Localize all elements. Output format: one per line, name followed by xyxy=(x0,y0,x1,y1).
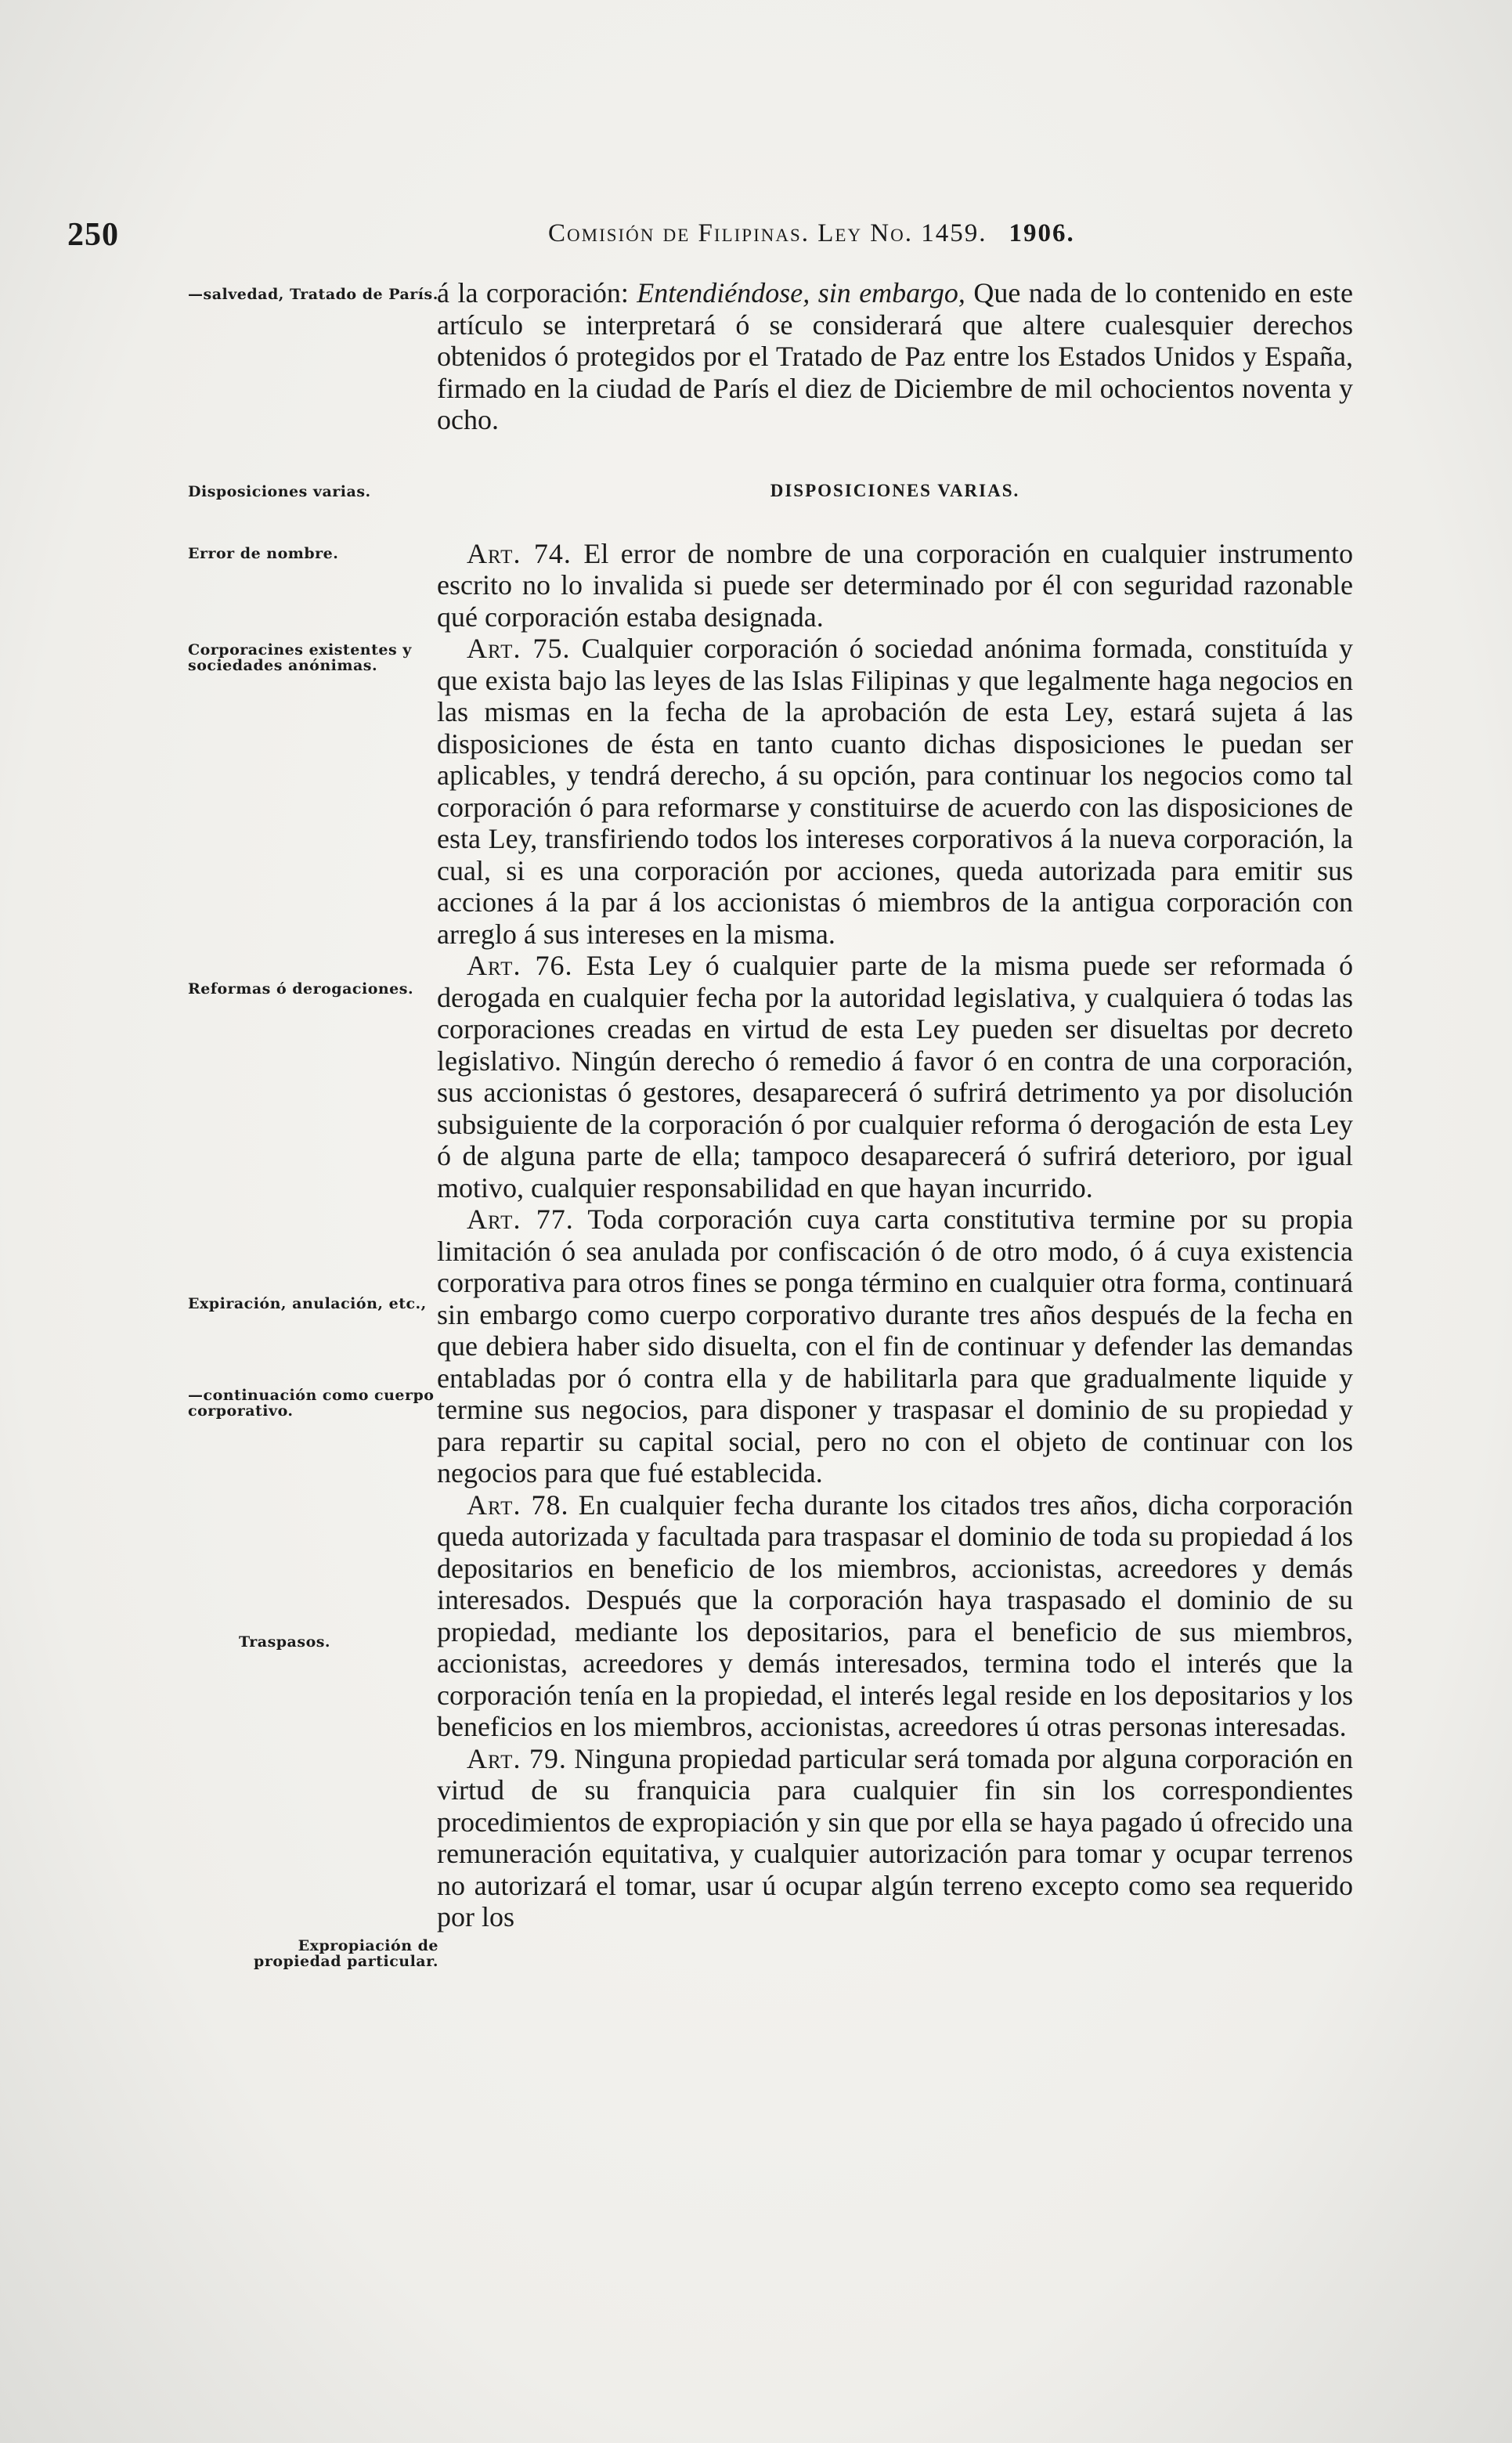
section-heading: DISPOSICIONES VARIAS. xyxy=(770,480,1020,500)
article-76-text: Esta Ley ó cualquier parte de la misma puede ser reformada ó derogada en cualquier fecha por la autoridad legislativa, y cualquiera ó todas las corporaciones creadas en virtud de esta Ley pueden ser disueltas por decreto legislativo. Ningún derecho ó remedio á favor ó en contra de una corporación, sus accionistas ó gestores, desaparecerá ó sufrirá detrimento ya por disolución subsiguiente de la corporación ó por cualquier reforma ó derogación de esta Ley ó de alguna parte de ella; tampoco desaparecerá ó sufrirá deterioro, por igual motivo, cualquier responsabilidad en que hayan incurrido. xyxy=(437,950,1353,1203)
article-75-label: Art. 75. xyxy=(467,633,571,664)
margin-note-continuacion: —continuación como cuerpo corporativo. xyxy=(188,1387,435,1420)
running-head-year: 1906. xyxy=(1009,219,1075,247)
margin-note-corporaciones: Corporacines existentes y sociedades anónimas. xyxy=(188,641,412,674)
intro-text-b: Que nada de lo contenido en este artículo se interpretará ó se considerará que altere cualesquier derechos obtenidos ó protegidos por el Tratado de Paz entre los Estados Unidos y España, firmado en la ciudad de París el diez de Diciembre de mil ochocientos noventa y ocho. xyxy=(437,277,1353,435)
margin-note-traspasos: Traspasos. xyxy=(239,1633,331,1651)
article-77 xyxy=(437,1203,1353,1489)
margin-note-expiracion: Expiración, anulación, etc., xyxy=(188,1295,427,1312)
margin-note-error: Error de nombre. xyxy=(188,545,339,562)
intro-italic: Entendiéndose, sin embargo, xyxy=(637,277,965,309)
margin-note-reformas: Reformas ó derogaciones. xyxy=(188,980,414,998)
article-75-text: Cualquier corporación ó sociedad anónima formada, constituída y que exista bajo las leyes de las Islas Filipinas y que legalmente haga negocios en las mismas en la fecha de la aprobación de esta Ley, estará sujeta á las disposiciones de ésta en tanto cuanto dichas disposiciones le puedan ser aplicables, y tendrá derecho, á su opción, para continuar los negocios como tal corporación ó para reformarse y constituirse de acuerdo con las disposiciones de esta Ley, transfiriendo todos los intereses corporativos á la nueva corporación, la cual, si es una corporación por acciones, queda autorizada para emitir sus acciones á la par á los accionistas ó miembros de la antigua corporación con arreglo á sus intereses en la misma. xyxy=(437,633,1353,950)
article-79-text: Ninguna propiedad particular será tomada por alguna corporación en virtud de su franquicia para cualquier fin sin los correspondientes procedimientos de expropiación y sin que por ella se haya pagado ú ofrecido una remuneración equitativa, y cualquier autorización para tomar y ocupar terrenos no autorizará el tomar, usar ú ocupar algún terreno excepto como sea requerido por los xyxy=(437,1742,1353,1932)
article-74-text: El error de nombre de una corporación en cualquier instrumento escrito no lo invalida si puede ser determinado por él con seguridad razonable qué corporación estaba designada. xyxy=(437,537,1353,633)
margin-note-expropiacion: Expropiación de propiedad particular. xyxy=(254,1937,438,1970)
article-74-label: Art. 74. xyxy=(467,537,572,569)
article-77-label: Art. 77. xyxy=(467,1203,574,1235)
article-77-text: Toda corporación cuya carta constitutiva termine por su propia limitación ó sea anulada por confiscación ó de otro modo, ó á cuya existencia corporativa para otros fines se ponga término en cualquier otra forma, continuará sin embargo como cuerpo corporativo durante tres años después de la fecha en que debiera haber sido disuelta, con el fin de continuar y defender las demandas entabladas por ó contra ella y de habilitarla para que gradualmente liquide y termine sus negocios, para disponer y traspasar el dominio de su propiedad y para repartir su capital social, pero no con el objeto de continuar con los negocios para que fué establecida. xyxy=(437,1203,1353,1489)
article-74 xyxy=(437,538,1353,633)
running-head-title: Comisión de Filipinas. Ley No. 1459. xyxy=(548,219,987,247)
intro-text-a: á la corporación: xyxy=(437,277,637,309)
article-75 xyxy=(437,633,1353,950)
article-76-label: Art. 76. xyxy=(467,950,573,981)
article-79 xyxy=(437,1743,1353,1933)
paragraph-intro xyxy=(437,277,1353,436)
page-number: 250 xyxy=(67,217,119,253)
margin-note-disposiciones: Disposiciones varias. xyxy=(188,483,371,500)
running-head xyxy=(548,219,1075,248)
article-78 xyxy=(437,1489,1353,1743)
body-text xyxy=(437,277,1353,1933)
article-78-text: En cualquier fecha durante los citados tres años, dicha corporación queda autorizada y facultada para traspasar el dominio de toda su propiedad á los depositarios en beneficio de los miembros, accionistas, acreedores y demás interesados. Después que la corporación haya traspasado el dominio de su propiedad, mediante los depositarios, para el beneficio de sus miembros, accionistas, acreedores y demás interesados, termina todo el interés que la corporación tenía en la propiedad, el interés legal reside en los depositarios y los beneficios en los miembros, accionistas, acreedores ú otras personas interesadas. xyxy=(437,1489,1353,1742)
article-79-label: Art. 79. xyxy=(467,1742,567,1774)
margin-note-salvedad: —salvedad, Tratado de París. xyxy=(188,286,438,303)
article-76 xyxy=(437,950,1353,1203)
article-78-label: Art. 78. xyxy=(467,1489,569,1521)
